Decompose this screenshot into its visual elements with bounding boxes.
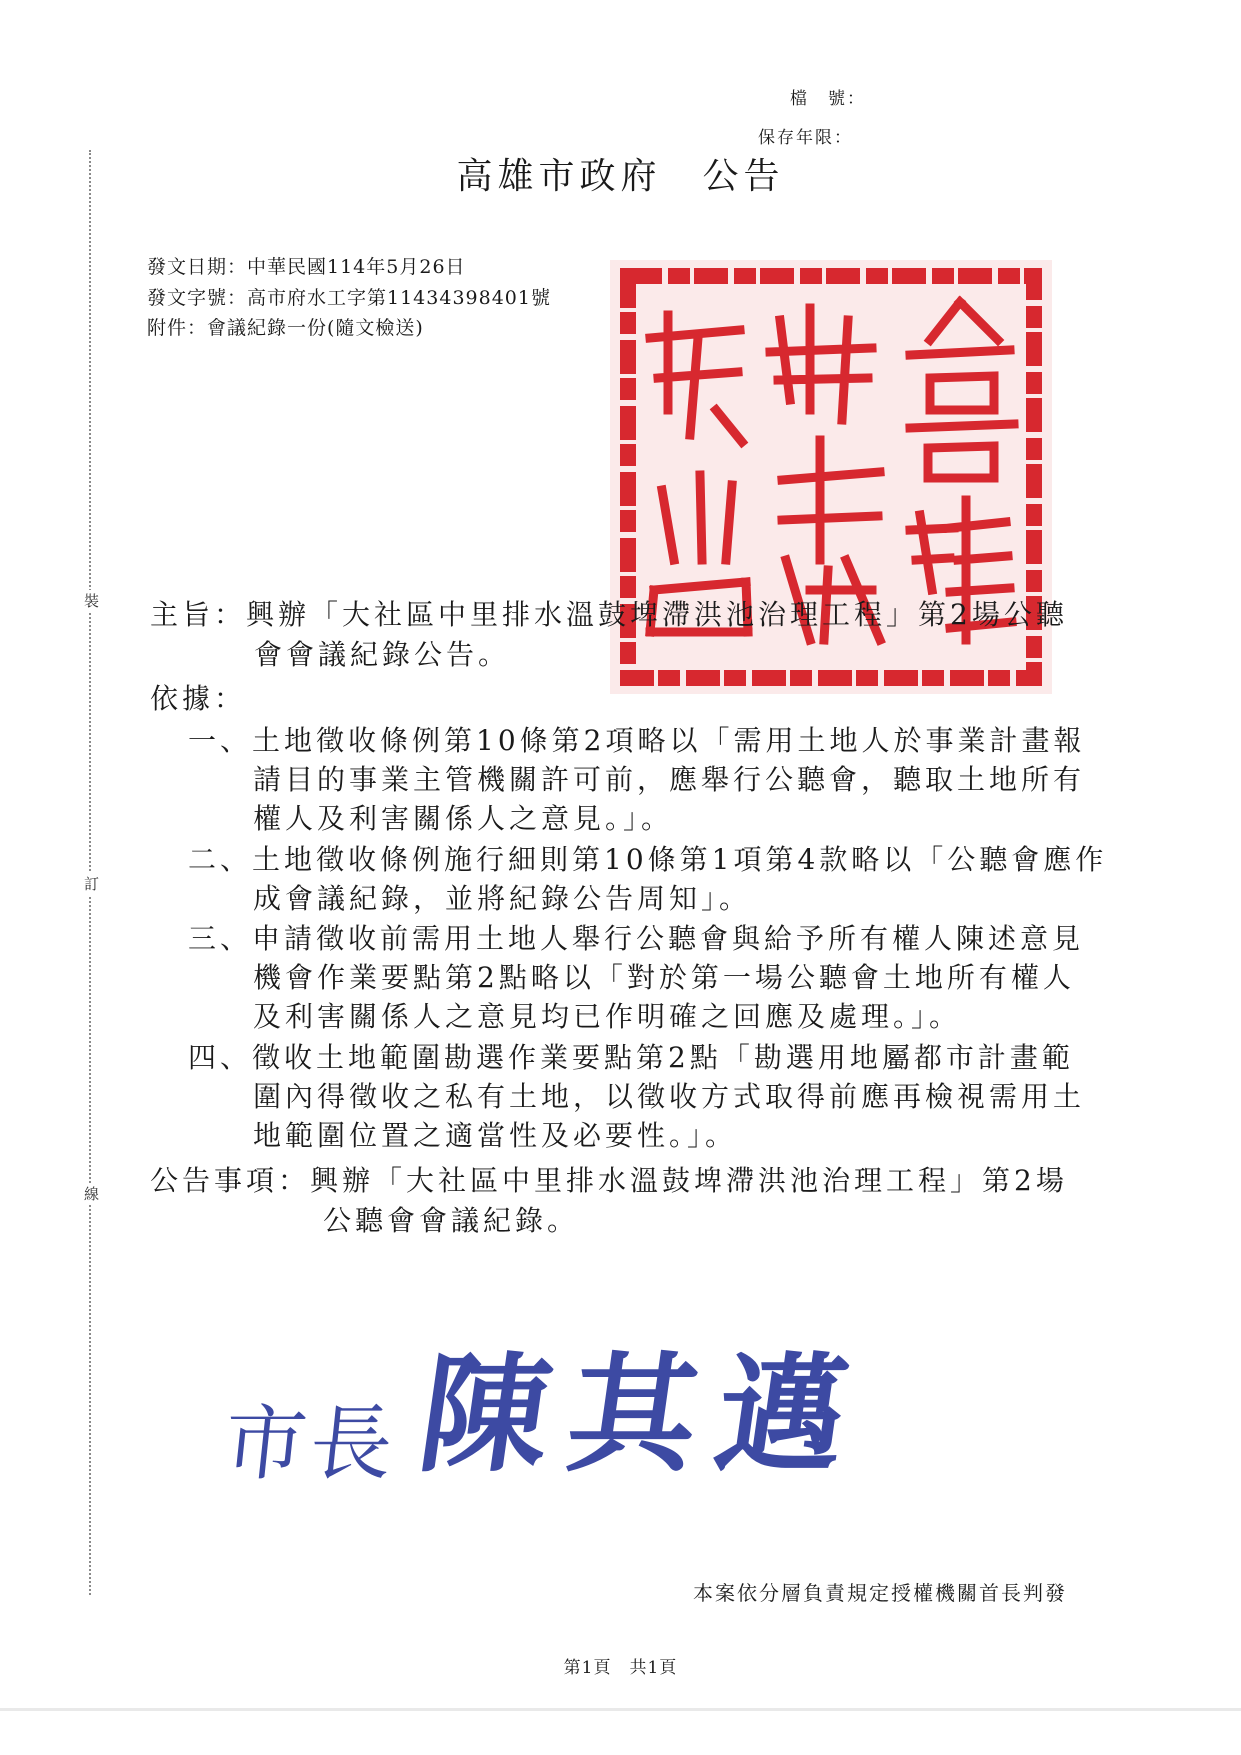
file-number-label: 檔 號： — [790, 89, 866, 109]
signature-title: 市長 — [219, 1397, 402, 1492]
basis-item-2-line-1: 二、土地徵收條例施行細則第10條第1項第4款略以「公聽會應作 — [188, 843, 1108, 876]
binding-mark-zhuang: 裝 — [84, 592, 100, 610]
basis-item-4-line-3: 地範圍位置之適當性及必要性。」。 — [253, 1119, 738, 1152]
binding-mark-ding: 訂 — [84, 875, 100, 893]
delegation-note: 本案依分層負責規定授權機關首長判發 — [693, 1581, 1067, 1605]
basis-item-2-line-2: 成會議紀錄，並將紀錄公告周知」。 — [253, 882, 752, 915]
basis-item-1-line-2: 請目的事業主管機關許可前，應舉行公聽會，聽取土地所有 — [253, 763, 1086, 796]
basis-heading: 依據： — [150, 682, 247, 715]
binding-mark-xian: 線 — [84, 1185, 100, 1203]
basis-item-3-line-2: 機會作業要點第2點略以「對於第一場公聽會土地所有權人 — [253, 961, 1075, 994]
signature-name: 陳其邁 — [410, 1340, 877, 1490]
subject-line-2: 會會議紀錄公告。 — [254, 638, 511, 671]
issue-reference-number: 發文字號：高市府水工字第11434398401號 — [147, 287, 551, 309]
page-number: 第1頁 共1頁 — [563, 1658, 678, 1678]
document-title: 高雄市政府 公告 — [456, 156, 785, 197]
basis-item-1-line-3: 權人及利害關係人之意見。」。 — [253, 802, 674, 835]
basis-item-1-line-1: 一、土地徵收條例第10條第2項略以「需用土地人於事業計畫報 — [188, 724, 1086, 757]
announcement-line-2: 公聽會會議紀錄。 — [323, 1204, 580, 1237]
bottom-rule — [0, 1708, 1241, 1711]
attachment-note: 附件：會議紀錄一份(隨文檢送) — [147, 317, 424, 339]
retention-period-label: 保存年限： — [758, 128, 853, 148]
announcement-line-1: 公告事項：興辦「大社區中里排水溫鼓埤滯洪池治理工程」第2場 — [150, 1164, 1068, 1197]
basis-item-4-line-1: 四、徵收土地範圍勘選作業要點第2點「勘選用地屬都市計畫範 — [188, 1041, 1074, 1074]
basis-item-3-line-3: 及利害關係人之意見均已作明確之回應及處理。」。 — [253, 1000, 962, 1033]
subject-line-1: 主旨：興辦「大社區中里排水溫鼓埤滯洪池治理工程」第2場公聽 — [150, 598, 1068, 631]
basis-item-3-line-1: 三、申請徵收前需用土地人舉行公聽會與給予所有權人陳述意見 — [188, 922, 1085, 955]
issue-date: 發文日期：中華民國114年5月26日 — [147, 256, 466, 278]
mayor-signature — [219, 1312, 877, 1496]
basis-item-4-line-2: 圍內得徵收之私有土地，以徵收方式取得前應再檢視需用土 — [253, 1080, 1086, 1113]
